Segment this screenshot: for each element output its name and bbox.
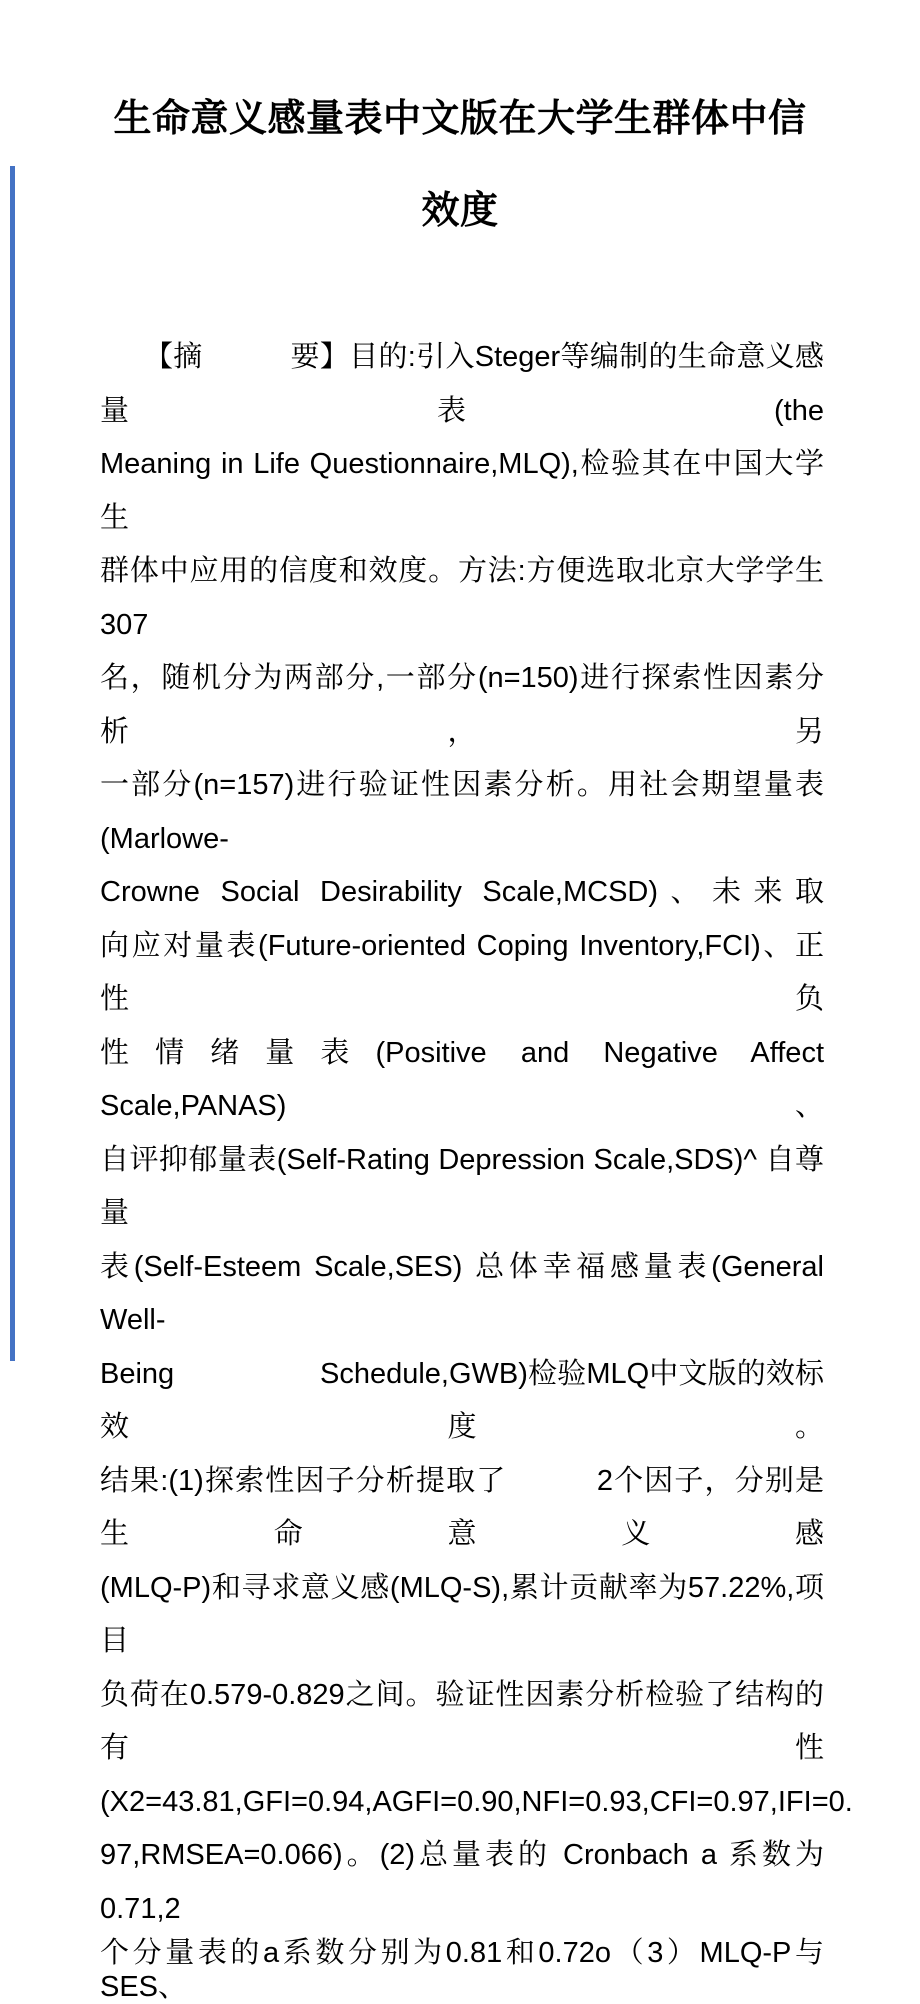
abstract-line-10: 表(Self-Esteem Scale,SES) 总体幸福感量表(General Well- <box>100 1250 824 1336</box>
document-title <box>0 0 920 257</box>
abstract-line-6: Crowne Social Desirability Scale,MCSD)、未来取 <box>100 876 824 908</box>
abstract-line-14: 负荷在0.579-0.829之间。验证性因素分析检验了结构的有 性 <box>100 1678 824 1764</box>
abstract-line-2: Meaning in Life Questionnaire,MLQ),检验其在中国大学生 <box>100 448 824 534</box>
abstract-line-17: 个分量表的a系数分别为0.81和0.72o（3）MLQ-P与SES、 <box>100 1937 824 2003</box>
abstract-line-1: 【摘 要】目的:引入Steger等编制的生命意义感量表(the <box>100 341 824 427</box>
abstract-line-15: (X2=43.81,GFI=0.94,AGFI=0.90,NFI=0.93,CFI=0.97,IFI=0. <box>100 1785 853 1818</box>
title-line-1: 生命意义感量表中文版在大学生群体中信 <box>113 98 807 140</box>
abstract-line-9: 自评抑郁量表(Self-Rating Depression Scale,SDS)^ 自尊量 <box>100 1143 824 1229</box>
abstract-line-5: 一部分(n=157)进行验证性因素分析。用社会期望量表 (Marlowe- <box>100 769 824 855</box>
abstract-paragraph <box>100 331 853 2004</box>
abstract-line-12: 结果:(1)探索性因子分析提取了 2个因子，分别是生命意义感 <box>100 1464 824 1550</box>
title-line-2: 效度 <box>421 190 499 232</box>
abstract-line-11: Being Schedule,GWB)检验MLQ中文版的效标效度。 <box>100 1357 824 1443</box>
abstract-line-13: (MLQ-P)和寻求意义感(MLQ-S),累计贡献率为57.22%,项目 <box>100 1571 824 1657</box>
abstract-line-3: 群体中应用的信度和效度。方法:方便选取北京大学学生307 <box>100 555 824 641</box>
left-margin-accent-bar <box>10 166 15 1361</box>
abstract-line-16: 97,RMSEA=0.066)。(2)总量表的 Cronbach a 系数为 0.71,2 <box>100 1839 824 1925</box>
abstract-line-4: 名，随机分为两部分,一部分(n=150)进行探索性因素分析，另 <box>100 662 824 748</box>
abstract-line-8: 性情绪量表(Positive and Negative Affect Scale,PANAS)、 <box>100 1036 824 1122</box>
abstract-line-7: 向应对量表(Future-oriented Coping Inventory,FCI)、正性负 <box>100 929 824 1015</box>
